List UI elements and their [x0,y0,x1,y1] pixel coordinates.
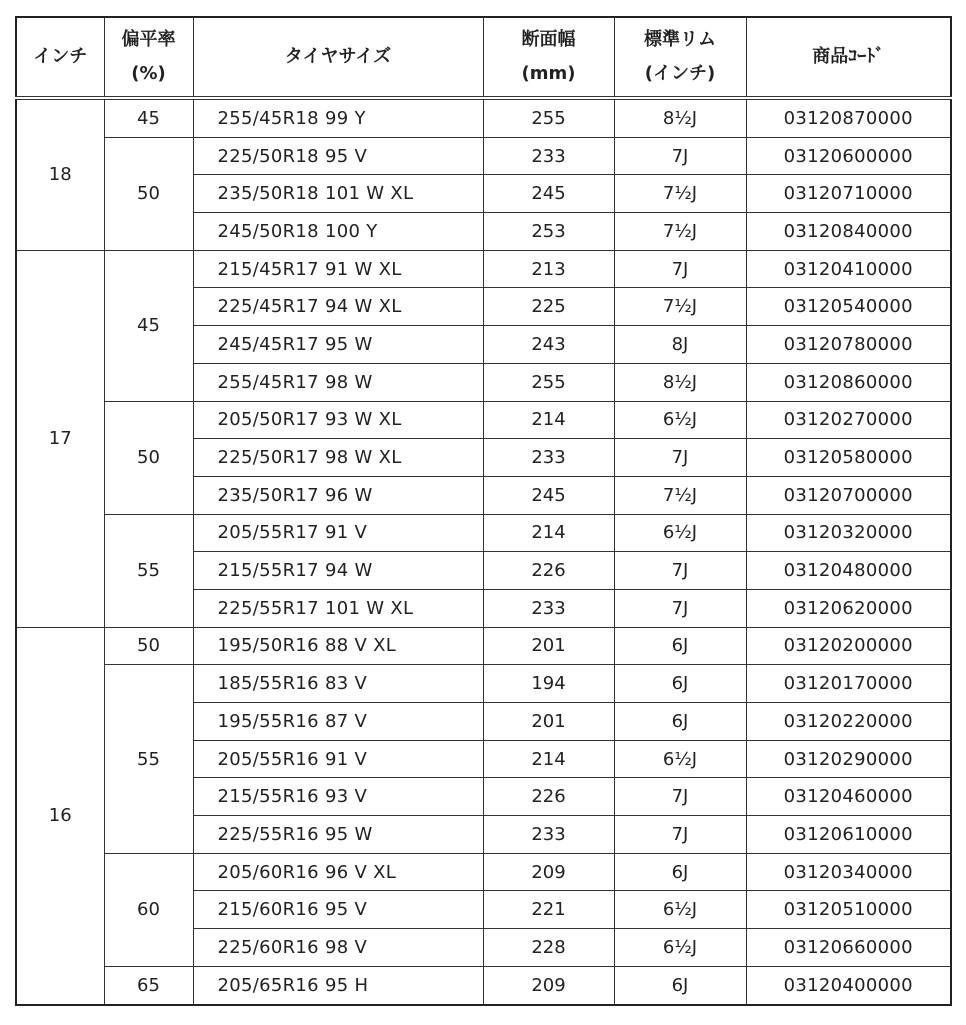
product-code-cell: 03120840000 [746,213,951,251]
standard-rim-cell: 7J [614,552,746,590]
table-row [16,401,951,439]
header-aspect-line2: (%) [131,63,166,84]
product-code-cell: 03120170000 [746,665,951,703]
standard-rim-cell: 6J [614,966,746,1004]
product-code-cell: 03120220000 [746,703,951,741]
tire-size-cell: 225/50R18 95 V [193,137,483,175]
header-rim-line2: (インチ) [644,63,716,84]
section-width-cell: 226 [483,778,614,816]
header-section-width [483,17,614,98]
section-width-cell: 253 [483,213,614,251]
product-code-cell: 03120540000 [746,288,951,326]
section-width-cell: 233 [483,816,614,854]
tire-size-cell: 205/60R16 96 V XL [193,853,483,891]
tire-size-cell: 215/55R17 94 W [193,552,483,590]
header-standard-rim [614,17,746,98]
tire-size-cell: 225/50R17 98 W XL [193,439,483,477]
standard-rim-cell: 6½J [614,891,746,929]
standard-rim-cell: 6½J [614,740,746,778]
tire-size-cell: 215/45R17 91 W XL [193,250,483,288]
standard-rim-cell: 6J [614,853,746,891]
standard-rim-cell: 7½J [614,213,746,251]
section-width-cell: 243 [483,326,614,364]
section-width-cell: 233 [483,137,614,175]
tire-size-cell: 245/45R17 95 W [193,326,483,364]
product-code-cell: 03120660000 [746,929,951,967]
tire-size-cell: 255/45R18 99 Y [193,98,483,137]
header-aspect-ratio [104,17,193,98]
table-row [16,853,951,891]
standard-rim-cell: 6½J [614,401,746,439]
section-width-cell: 194 [483,665,614,703]
product-code-cell: 03120510000 [746,891,951,929]
section-width-cell: 201 [483,703,614,741]
standard-rim-cell: 7J [614,137,746,175]
aspect-ratio-cell: 50 [104,401,193,514]
standard-rim-cell: 7J [614,439,746,477]
inch-cell: 16 [16,627,104,1004]
table-row [16,137,951,175]
section-width-cell: 226 [483,552,614,590]
section-width-cell: 214 [483,401,614,439]
product-code-cell: 03120700000 [746,476,951,514]
aspect-ratio-cell: 55 [104,514,193,627]
table-row [16,665,951,703]
header-inch: インチ [16,17,104,98]
header-aspect-line1: 偏平率 [121,29,176,50]
tire-size-cell: 225/45R17 94 W XL [193,288,483,326]
tire-size-cell: 225/55R17 101 W XL [193,589,483,627]
product-code-cell: 03120600000 [746,137,951,175]
table-row [16,966,951,1004]
standard-rim-cell: 6½J [614,514,746,552]
standard-rim-cell: 8½J [614,98,746,137]
section-width-cell: 214 [483,514,614,552]
standard-rim-cell: 8½J [614,363,746,401]
product-code-cell: 03120710000 [746,175,951,213]
product-code-cell: 03120410000 [746,250,951,288]
tire-size-cell: 245/50R18 100 Y [193,213,483,251]
header-width-line2: (mm) [521,63,576,84]
standard-rim-cell: 6J [614,665,746,703]
header-product-code: 商品ｺｰﾄﾞ [746,17,951,98]
product-code-cell: 03120400000 [746,966,951,1004]
standard-rim-cell: 7J [614,778,746,816]
aspect-ratio-cell: 55 [104,665,193,853]
product-code-cell: 03120290000 [746,740,951,778]
table-row [16,98,951,137]
tire-size-cell: 195/55R16 87 V [193,703,483,741]
tire-size-cell: 235/50R18 101 W XL [193,175,483,213]
inch-cell: 18 [16,98,104,250]
product-code-cell: 03120620000 [746,589,951,627]
product-code-cell: 03120860000 [746,363,951,401]
standard-rim-cell: 8J [614,326,746,364]
standard-rim-cell: 7J [614,589,746,627]
section-width-cell: 255 [483,363,614,401]
product-code-cell: 03120480000 [746,552,951,590]
aspect-ratio-cell: 45 [104,250,193,401]
section-width-cell: 214 [483,740,614,778]
section-width-cell: 209 [483,966,614,1004]
section-width-cell: 245 [483,175,614,213]
standard-rim-cell: 7J [614,816,746,854]
standard-rim-cell: 6J [614,703,746,741]
section-width-cell: 209 [483,853,614,891]
tire-size-cell: 215/55R16 93 V [193,778,483,816]
standard-rim-cell: 6J [614,627,746,665]
header-row [16,17,951,98]
aspect-ratio-cell: 50 [104,137,193,250]
aspect-ratio-cell: 45 [104,98,193,137]
product-code-cell: 03120780000 [746,326,951,364]
inch-cell: 17 [16,250,104,627]
tire-size-cell: 205/55R16 91 V [193,740,483,778]
tire-size-cell: 215/60R16 95 V [193,891,483,929]
section-width-cell: 255 [483,98,614,137]
tire-size-cell: 235/50R17 96 W [193,476,483,514]
header-width-line1: 断面幅 [521,29,576,50]
tire-size-cell: 185/55R16 83 V [193,665,483,703]
aspect-ratio-cell: 50 [104,627,193,665]
table-row [16,250,951,288]
tire-size-cell: 225/55R16 95 W [193,816,483,854]
tire-size-cell: 225/60R16 98 V [193,929,483,967]
section-width-cell: 225 [483,288,614,326]
header-rim-line1: 標準リム [644,29,716,50]
tire-size-cell: 255/45R17 98 W [193,363,483,401]
tire-size-cell: 205/65R16 95 H [193,966,483,1004]
standard-rim-cell: 7J [614,250,746,288]
standard-rim-cell: 7½J [614,288,746,326]
standard-rim-cell: 7½J [614,476,746,514]
table-row [16,627,951,665]
section-width-cell: 221 [483,891,614,929]
section-width-cell: 213 [483,250,614,288]
tire-size-table [15,16,952,1006]
section-width-cell: 201 [483,627,614,665]
product-code-cell: 03120580000 [746,439,951,477]
product-code-cell: 03120200000 [746,627,951,665]
product-code-cell: 03120320000 [746,514,951,552]
aspect-ratio-cell: 65 [104,966,193,1004]
product-code-cell: 03120460000 [746,778,951,816]
tire-size-cell: 195/50R16 88 V XL [193,627,483,665]
product-code-cell: 03120870000 [746,98,951,137]
tire-size-cell: 205/50R17 93 W XL [193,401,483,439]
tire-size-cell: 205/55R17 91 V [193,514,483,552]
section-width-cell: 228 [483,929,614,967]
table-row [16,514,951,552]
section-width-cell: 233 [483,439,614,477]
standard-rim-cell: 6½J [614,929,746,967]
product-code-cell: 03120270000 [746,401,951,439]
aspect-ratio-cell: 60 [104,853,193,966]
product-code-cell: 03120340000 [746,853,951,891]
section-width-cell: 233 [483,589,614,627]
header-tire-size: タイヤサイズ [193,17,483,98]
standard-rim-cell: 7½J [614,175,746,213]
section-width-cell: 245 [483,476,614,514]
product-code-cell: 03120610000 [746,816,951,854]
